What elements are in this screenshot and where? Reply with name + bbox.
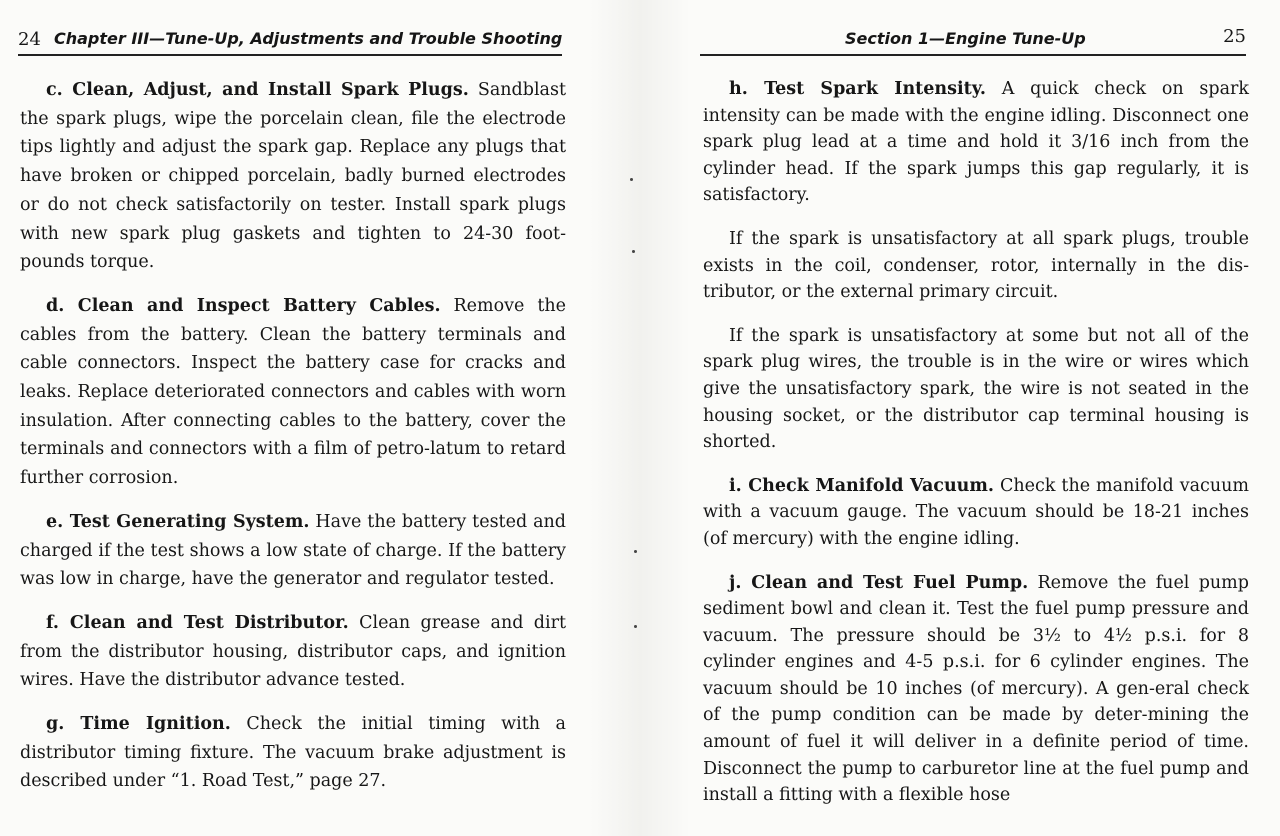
book-gutter [590, 0, 690, 836]
print-speck [634, 550, 637, 553]
paragraph-heading: c. Clean, Adjust, and Install Spark Plugs. [46, 80, 469, 100]
paragraph-battery-cables [20, 292, 566, 493]
paragraph-heading: e. Test Generating System. [46, 511, 310, 532]
paragraph-manifold-vacuum [703, 473, 1249, 553]
right-page [690, 0, 1280, 836]
paragraph-text: Remove the cables from the battery. Clean the battery terminals and cable connectors. Inspect the battery case for cracks and leaks. Replace deteriorated connectors and cables with worn insulation. After connecting cables to the battery, cover the terminals and connectors with a film of petro-latum to retard further corrosion. [20, 295, 566, 489]
paragraph-fuel-pump [703, 570, 1249, 809]
paragraph-text: Check the initial timing with a distributor timing fixture. The vacuum brake adjustment is described under “1. Road Test,” page 27. [20, 714, 566, 792]
print-speck [634, 625, 637, 628]
section-title: Section 1—Engine Tune-Up [845, 29, 1086, 48]
paragraph-text: Sandblast the spark plugs, wipe the porcelain clean, file the electrode tips lightly and adjust the spark gap. Replace any plugs that have broken or chipped porcelain, badly burned electrodes or do not check satisfactorily on tester. Install spark plugs with new spark plug gaskets and tighten to 24-30 foot-pounds torque. [20, 80, 566, 273]
left-page-header [18, 26, 562, 56]
left-page-body [20, 76, 566, 811]
paragraph-text: Clean grease and dirt from the distributor housing, distributor caps, and ignition wires. Have the distributor advance tested. [20, 612, 566, 691]
paragraph-heading: h. Test Spark Intensity. [729, 79, 986, 99]
paragraph-spark-plugs [20, 76, 566, 277]
paragraph-heading: d. Clean and Inspect Battery Cables. [46, 295, 441, 316]
page-number: 25 [1223, 26, 1246, 47]
paragraph-text: A quick check on spark intensity can be made with the engine idling. Disconnect one spark plug lead at a time and hold it 3/16 inch from the cylinder head. If the spark jumps this gap regularly, it is satisfactory. [703, 79, 1249, 206]
left-page [0, 0, 590, 836]
paragraph-heading: f. Clean and Test Distributor. [46, 612, 349, 633]
paragraph-text: Check the manifold vacuum with a vacuum gauge. The vacuum should be 18-21 inches (of mercury) with the engine idling. [703, 475, 1249, 549]
chapter-title: Chapter III—Tune-Up, Adjustments and Trouble Shooting [54, 29, 563, 48]
paragraph-spark-some-plugs [703, 323, 1249, 456]
paragraph-heading: j. Clean and Test Fuel Pump. [729, 572, 1029, 593]
paragraph-text: If the spark is unsatisfactory at some but not all of the spark plug wires, the trouble is in the wire or wires which give the unsatisfactory spark, the wire is not seated in the housing socket, or the distributor cap terminal housing is shorted. [703, 325, 1249, 453]
print-speck [630, 178, 633, 181]
paragraph-time-ignition [20, 710, 566, 796]
paragraph-heading: g. Time Ignition. [46, 714, 231, 735]
right-page-header [700, 26, 1246, 56]
paragraph-spark-all-plugs [703, 226, 1249, 306]
paragraph-generating-system [20, 508, 566, 594]
page-number: 24 [18, 29, 41, 50]
right-page-body [703, 76, 1249, 826]
paragraph-text: Remove the fuel pump sediment bowl and clean it. Test the fuel pump pressure and vacuum. The pressure should be 3½ to 4½ p.s.i. for 8 cylinder engines and 4-5 p.s.i. for 6 cylinder engines. The vacuum should be 10 inches (of mercury). A gen-eral check of the pump condition can be made by deter-mining the amount of fuel it will deliver in a definite period of time. Disconnect the pump to carburetor line at the fuel pump and install a fitting with a flexible hose [703, 572, 1249, 806]
paragraph-text: If the spark is unsatisfactory at all spark plugs, trouble exists in the coil, condenser, rotor, internally in the dis-tributor, or the external primary circuit. [703, 228, 1249, 303]
print-speck [632, 250, 635, 253]
paragraph-heading: i. Check Manifold Vacuum. [729, 475, 995, 496]
paragraph-text: Have the battery tested and charged if the test shows a low state of charge. If the battery was low in charge, have the generator and regulator tested. [20, 511, 567, 590]
paragraph-spark-intensity [703, 76, 1249, 209]
paragraph-distributor [20, 609, 566, 695]
